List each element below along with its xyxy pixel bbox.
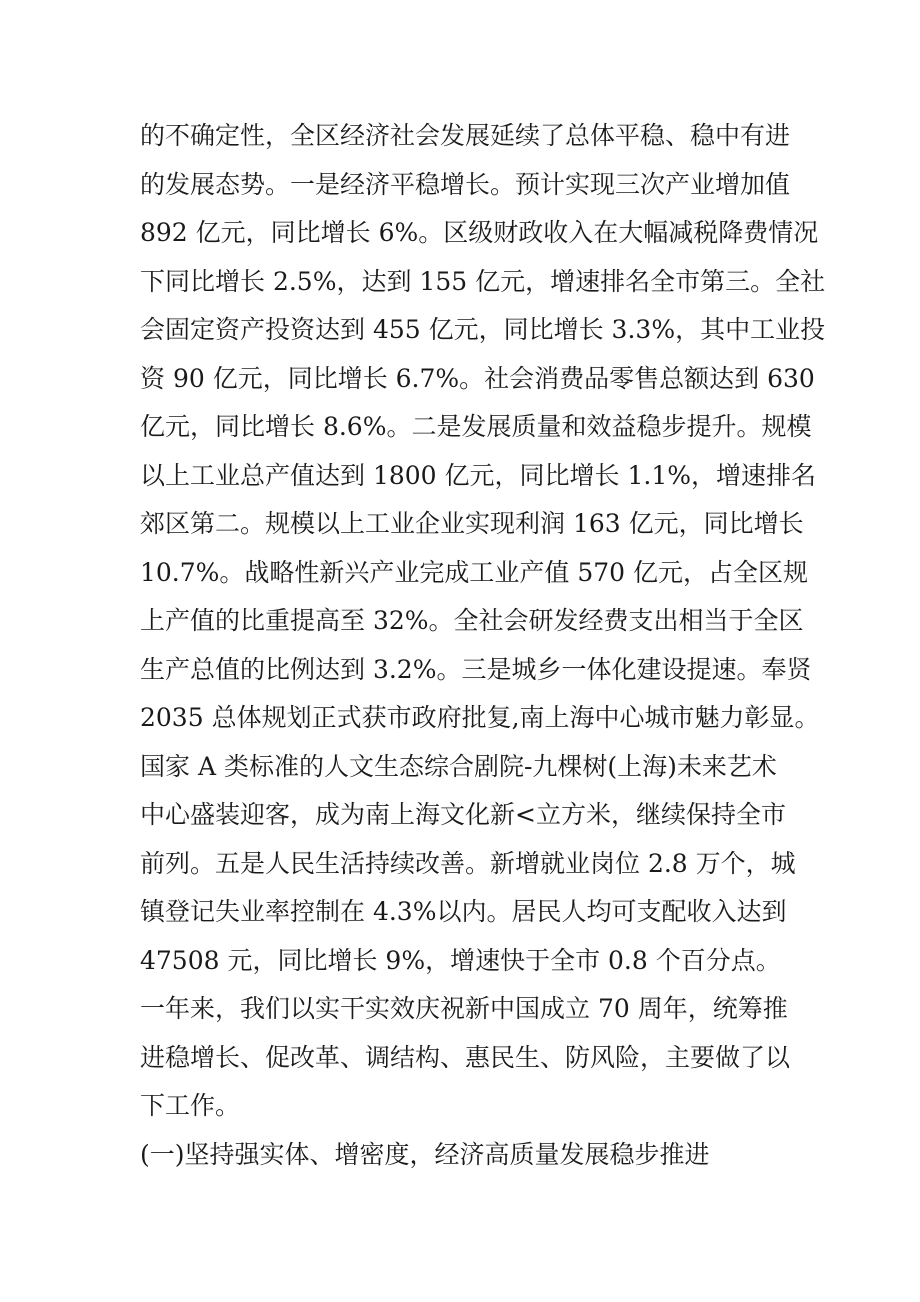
- text-line: 的发展态势。一是经济平稳增长。预计实现三次产业增加值: [140, 169, 791, 199]
- text-line: 进稳增长、促改革、调结构、惠民生、防风险，主要做了以: [140, 1042, 791, 1072]
- text-line: 资 90 亿元，同比增长 6.7%。社会消费品零售总额达到 630: [140, 363, 815, 393]
- text-line: 以上工业总产值达到 1800 亿元，同比增长 1.1%，增速排名: [140, 460, 816, 490]
- text-line: 的不确定性，全区经济社会发展延续了总体平稳、稳中有进: [140, 121, 791, 150]
- text-line: 国家 A 类标准的人文生态综合剧院-九棵树(上海)未来艺术: [140, 751, 777, 781]
- text-line: 中心盛装迎客，成为南上海文化新<立方米，继续保持全市: [140, 800, 786, 829]
- document-body: [140, 112, 826, 1179]
- section-heading: (一)坚持强实体、增密度，经济高质量发展稳步推进: [140, 1139, 710, 1169]
- text-line: 下同比增长 2.5%，达到 155 亿元，增速排名全市第三。全社: [140, 266, 826, 296]
- text-line: 892 亿元，同比增长 6%。区级财政收入在大幅减税降费情况: [140, 218, 819, 247]
- text-line: 郊区第二。规模以上工业企业实现利润 163 亿元，同比增长: [140, 509, 804, 538]
- text-line: 上产值的比重提高至 32%。全社会研发经费支出相当于全区: [140, 606, 804, 635]
- text-line: 47508 元，同比增长 9%，增速快于全市 0.8 个百分点。: [140, 945, 781, 975]
- text-line: 前列。五是人民生活持续改善。新增就业岗位 2.8 万个，城: [140, 848, 796, 878]
- text-line: 生产总值的比例达到 3.2%。三是城乡一体化建设提速。奉贤: [140, 654, 812, 684]
- text-line: 10.7%。战略性新兴产业完成工业产值 570 亿元，占全区规: [140, 557, 809, 587]
- text-line: 会固定资产投资达到 455 亿元，同比增长 3.3%，其中工业投: [140, 315, 826, 344]
- text-line: 镇登记失业率控制在 4.3%以内。居民人均可支配收入达到: [140, 897, 787, 926]
- text-line: 2035 总体规划正式获市政府批复,南上海中心城市魅力彰显。: [140, 703, 820, 732]
- text-line: 亿元，同比增长 8.6%。二是发展质量和效益稳步提升。规模: [140, 412, 812, 441]
- text-line: 一年来，我们以实干实效庆祝新中国成立 70 周年，统筹推: [140, 994, 788, 1023]
- text-line: 下工作。: [140, 1091, 241, 1120]
